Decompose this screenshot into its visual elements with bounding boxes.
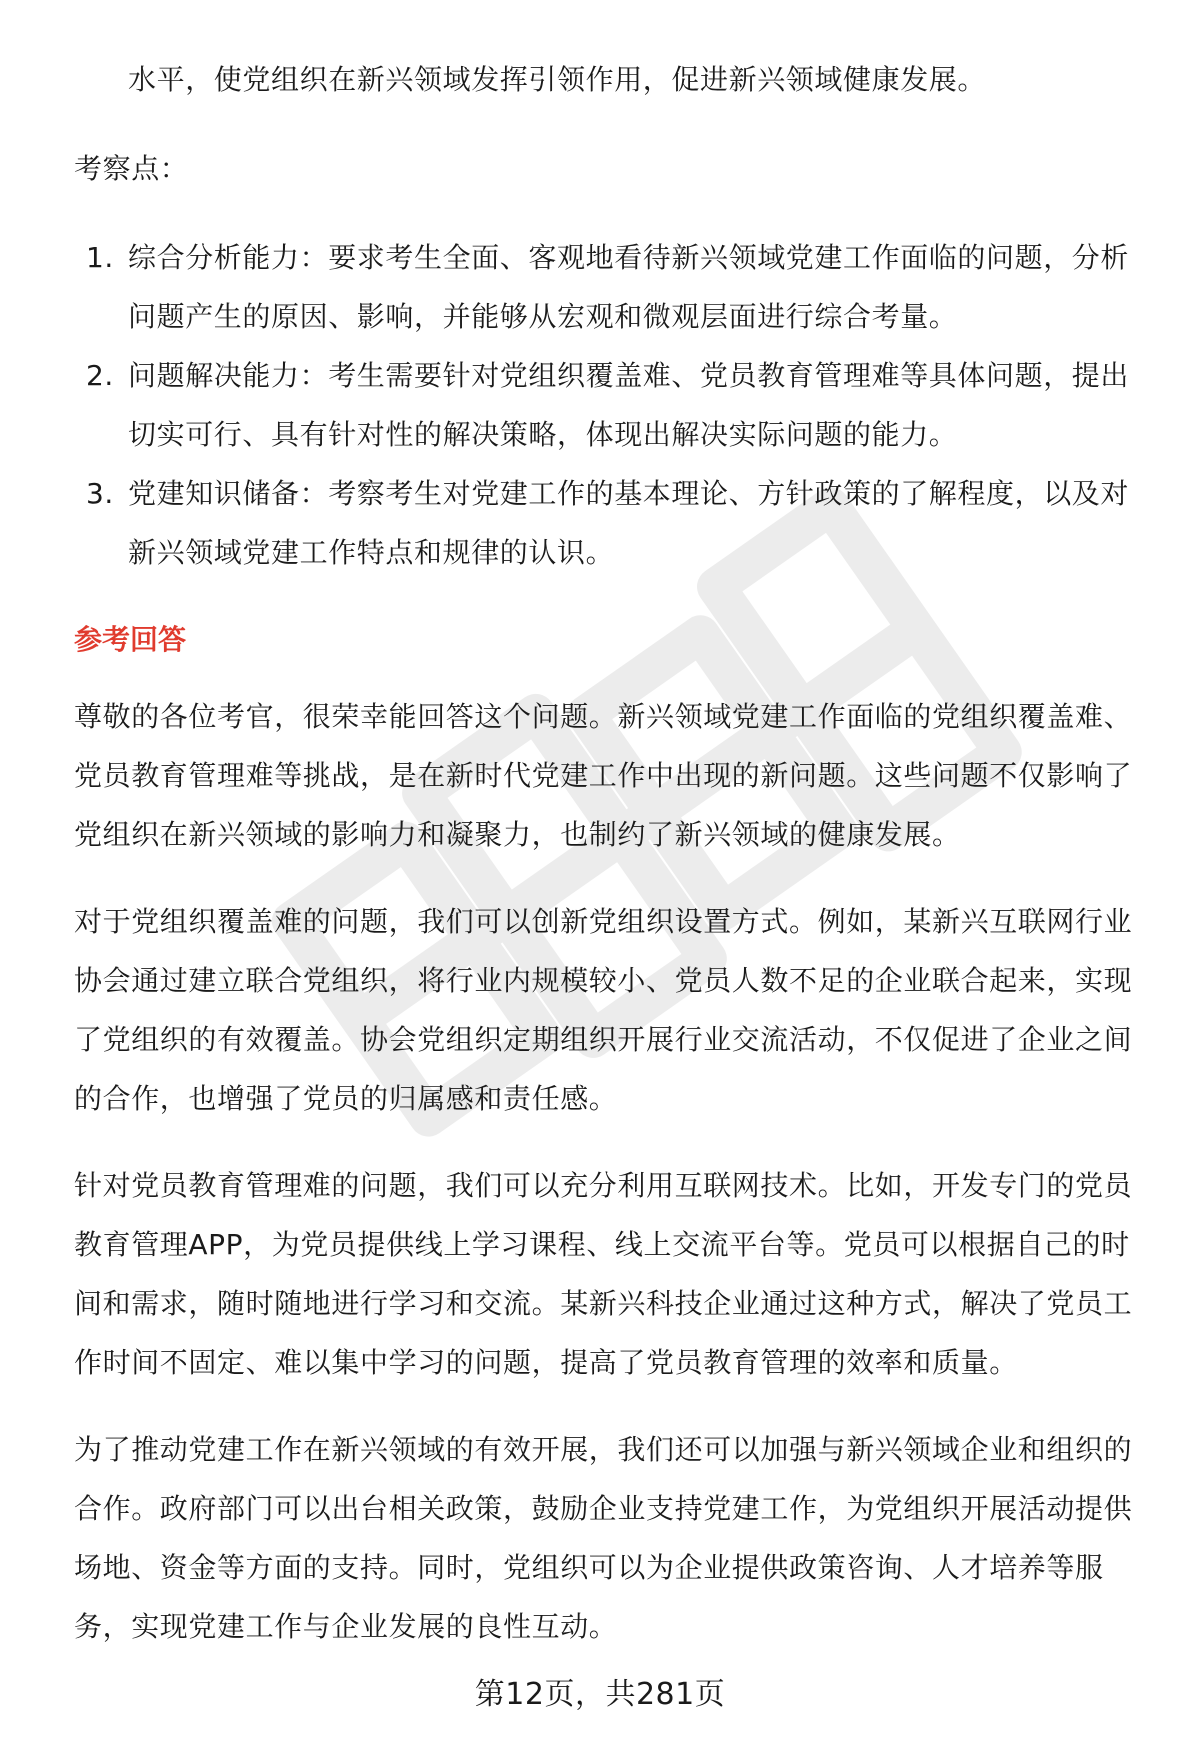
assessment-label: 考察点： bbox=[74, 152, 189, 185]
list-item-text: 问题解决能力：考生需要针对党组织覆盖难、党员教育管理难等具体问题，提出切实可行、具有针对性的解决策略，体现出解决实际问题的能力。 bbox=[128, 359, 1130, 451]
answer-paragraph: 对于党组织覆盖难的问题，我们可以创新党组织设置方式。例如，某新兴互联网行业协会通过建立联合党组织，将行业内规模较小、党员人数不足的企业联合起来，实现了党组织的有效覆盖。协会党组织定期组织开展行业交流活动，不仅促进了企业之间的合作，也增强了党员的归属感和责任感。 bbox=[74, 905, 1133, 1115]
answer-paragraph: 尊敬的各位考官，很荣幸能回答这个问题。新兴领域党建工作面临的党组织覆盖难、党员教育管理难等挑战，是在新时代党建工作中出现的新问题。这些问题不仅影响了党组织在新兴领域的影响力和凝聚力，也制约了新兴领域的健康发展。 bbox=[74, 700, 1133, 851]
list-item-text: 党建知识储备：考察考生对党建工作的基本理论、方针政策的了解程度，以及对新兴领域党建工作特点和规律的认识。 bbox=[128, 477, 1130, 569]
list-item-text: 综合分析能力：要求考生全面、客观地看待新兴领域党建工作面临的问题，分析问题产生的原因、影响，并能够从宏观和微观层面进行综合考量。 bbox=[128, 241, 1130, 333]
page-number: 第12页，共281页 bbox=[474, 1677, 726, 1712]
reference-answer-heading: 参考回答 bbox=[74, 623, 187, 656]
answer-paragraph: 为了推动党建工作在新兴领域的有效开展，我们还可以加强与新兴领域企业和组织的合作。政府部门可以出台相关政策，鼓励企业支持党建工作，为党组织开展活动提供场地、资金等方面的支持。同时，党组织可以为企业提供政策咨询、人才培养等服务，实现党建工作与企业发展的良性互动。 bbox=[74, 1433, 1133, 1643]
answer-paragraph: 针对党员教育管理难的问题，我们可以充分利用互联网技术。比如，开发专门的党员教育管理APP，为党员提供线上学习课程、线上交流平台等。党员可以根据自己的时间和需求，随时随地进行学习和交流。某新兴科技企业通过这种方式，解决了党员工作时间不固定、难以集中学习的问题，提高了党员教育管理的效率和质量。 bbox=[74, 1169, 1133, 1379]
intro-continuation: 水平，使党组织在新兴领域发挥引领作用，促进新兴领域健康发展。 bbox=[128, 63, 987, 96]
list-item-number: 1. bbox=[86, 241, 114, 274]
assessment-item bbox=[74, 228, 1144, 346]
assessment-list bbox=[74, 228, 1144, 582]
assessment-item bbox=[74, 464, 1144, 582]
document-content bbox=[74, 50, 1144, 1656]
list-item-number: 2. bbox=[86, 359, 114, 392]
list-item-number: 3. bbox=[86, 477, 114, 510]
assessment-item bbox=[74, 346, 1144, 464]
